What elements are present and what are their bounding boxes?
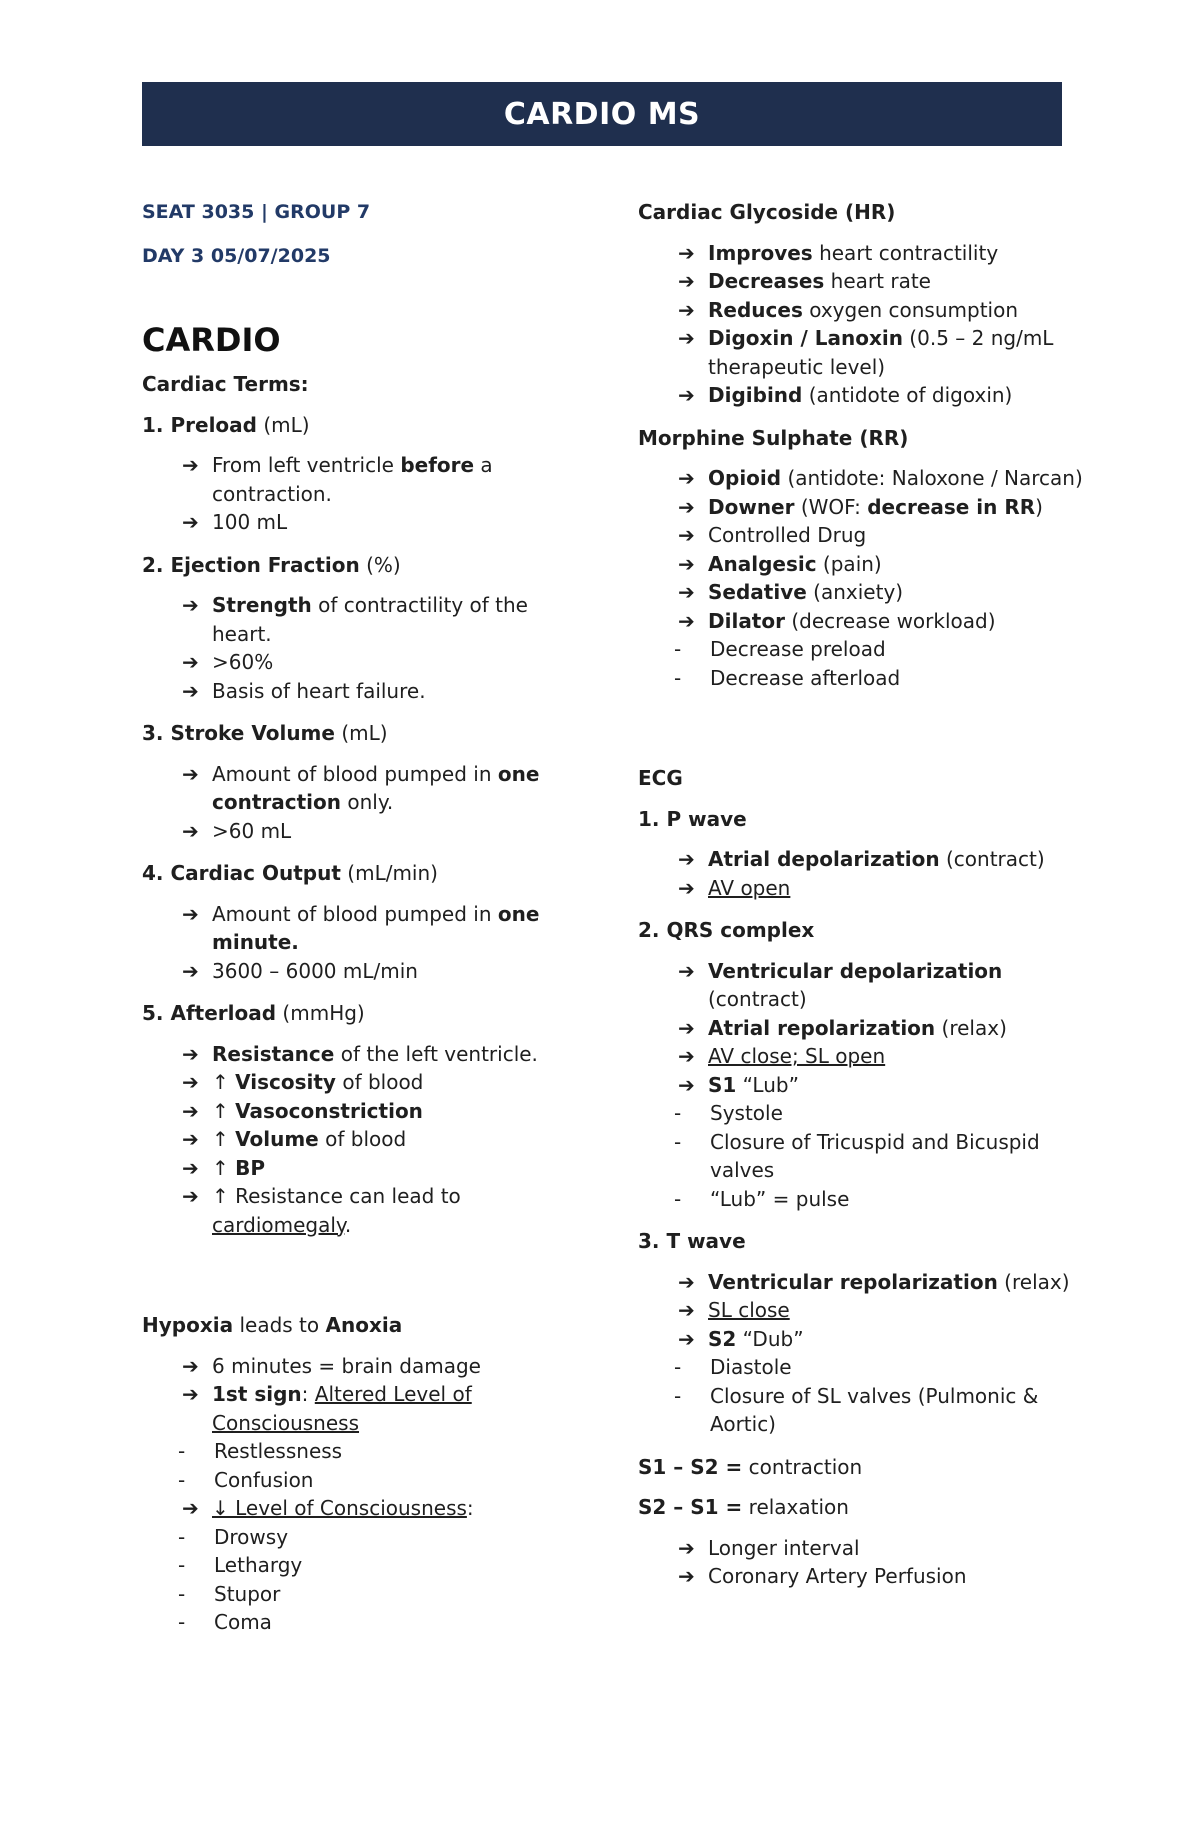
ecg-heading: ECG (638, 766, 683, 790)
list-item: ➔ Atrial repolarization (relax) (638, 1014, 1088, 1043)
afterload-heading: 5. Afterload (mmHg) (142, 1001, 365, 1025)
dash-icon: - (674, 665, 682, 690)
sub-item: - Decrease afterload (674, 664, 1088, 693)
sub-item: - Coma (178, 1608, 562, 1637)
arrow-icon: ➔ (678, 875, 695, 900)
morphine-list (638, 464, 1088, 692)
dash-icon: - (178, 1467, 186, 1492)
arrow-icon: ➔ (678, 608, 695, 633)
arrow-icon: ➔ (678, 494, 695, 519)
list-item: ➔ From left ventricle before a contraction. (182, 453, 493, 506)
list-item: ➔ ↑ Resistance can lead to cardiomegaly. (182, 1184, 461, 1237)
up-arrow-icon: ↑ (212, 1127, 236, 1151)
list-item: ➔ Decreases heart rate (638, 267, 1088, 296)
dash-icon: - (178, 1439, 186, 1463)
list-item: ➔ Dilator (decrease workload) - Decrease preload - Decrease afterload (638, 607, 1088, 693)
arrow-icon: ➔ (182, 678, 199, 703)
dash-icon: - (674, 1129, 682, 1154)
sub-item: - Diastole (674, 1353, 1088, 1382)
arrow-icon: ➔ (678, 523, 695, 547)
arrow-icon: ➔ (678, 1072, 695, 1097)
sub-item: - Closure of SL valves (Pulmonic & Aortic) (674, 1383, 1039, 1436)
list-item: ➔ SL close (638, 1296, 1088, 1325)
sub-item: - Decrease preload (674, 635, 1088, 664)
list-item: ➔ Ventricular depolarization (contract) (678, 958, 1003, 1011)
arrow-icon: ➔ (182, 1070, 199, 1094)
arrow-icon: ➔ (678, 1298, 695, 1322)
qrs-heading: 2. QRS complex (638, 918, 815, 942)
sub-item: - Confusion (178, 1466, 562, 1495)
t-wave-heading: 3. T wave (638, 1229, 746, 1253)
list-item: ➔ AV open (638, 874, 1088, 903)
list-item: ➔ Reduces oxygen consumption (638, 296, 1088, 325)
list-item: ➔ Analgesic (pain) (638, 550, 1088, 579)
up-arrow-icon: ↑ (212, 1098, 236, 1123)
sub-item: - “Lub” = pulse (674, 1185, 1088, 1214)
arrow-icon: ➔ (678, 1535, 695, 1560)
sub-item: - Restlessness (178, 1437, 562, 1466)
arrow-icon: ➔ (182, 1155, 199, 1180)
right-column (638, 198, 1088, 1605)
list-item: ➔ 100 mL (142, 508, 562, 537)
banner-title: CARDIO MS (503, 96, 701, 132)
terms-heading: Cardiac Terms: (142, 372, 309, 396)
arrow-icon: ➔ (678, 1015, 695, 1040)
arrow-icon: ➔ (182, 1382, 199, 1406)
seat-group: SEAT 3035 | GROUP 7 (142, 201, 371, 223)
arrow-icon: ➔ (182, 510, 199, 534)
dash-icon: - (674, 1383, 682, 1408)
dash-icon: - (674, 1101, 682, 1125)
title-banner (142, 82, 1062, 146)
list-item: ➔ Strength of contractility of the heart. (182, 593, 528, 646)
arrow-icon: ➔ (678, 383, 695, 407)
p-wave-list (638, 845, 1088, 902)
preload-heading: 1. Preload (mL) (142, 412, 310, 437)
list-item: ➔ Amount of blood pumped in one contraction only. (182, 761, 540, 814)
afterload-list (142, 1040, 562, 1240)
arrow-icon: ➔ (678, 580, 695, 604)
sub-item: - Systole (674, 1099, 1088, 1128)
list-item: ➔ ↓ Level of Consciousness: - Drowsy - Lethargy - Stupor - Coma (142, 1494, 562, 1637)
arrow-icon: ➔ (182, 761, 199, 786)
arrow-icon: ➔ (182, 818, 199, 843)
arrow-icon: ➔ (678, 240, 695, 265)
stroke-volume-list (142, 760, 562, 846)
list-item: ➔ Resistance of the left ventricle. (142, 1040, 562, 1069)
arrow-icon: ➔ (678, 466, 695, 490)
dash-icon: - (674, 1186, 682, 1211)
list-item: ➔ ↑ Viscosity of blood (142, 1068, 562, 1097)
t-wave-list (638, 1268, 1088, 1439)
list-item: ➔ Coronary Artery Perfusion (638, 1562, 1088, 1591)
sub-item: - Drowsy (178, 1523, 562, 1552)
list-item: ➔ ↑ BP (142, 1154, 562, 1183)
list-item: ➔ Basis of heart failure. (142, 677, 562, 706)
list-item: ➔ Ventricular repolarization (relax) (638, 1268, 1088, 1297)
list-item: ➔ 3600 – 6000 mL/min (142, 957, 562, 986)
list-item: ➔ ↑ Vasoconstriction (142, 1097, 562, 1126)
arrow-icon: ➔ (678, 551, 695, 576)
list-item: ➔ Digoxin / Lanoxin (0.5 – 2 ng/mL therapeutic level) (678, 326, 1054, 379)
list-item: ➔ Atrial depolarization (contract) (638, 845, 1088, 874)
dash-icon: - (674, 1355, 682, 1379)
dash-icon: - (178, 1553, 186, 1577)
ejection-fraction-list (142, 591, 562, 705)
arrow-icon: ➔ (182, 453, 199, 477)
s2-s1-line: S2 – S1 = relaxation (638, 1495, 849, 1519)
arrow-icon: ➔ (182, 1353, 199, 1378)
arrow-icon: ➔ (182, 650, 199, 674)
dash-icon: - (178, 1581, 186, 1606)
cardiac-glycoside-list (638, 239, 1088, 410)
list-item: ➔ Opioid (antidote: Naloxone / Narcan) (638, 464, 1088, 493)
up-arrow-icon: ↑ (212, 1070, 236, 1094)
up-arrow-icon: ↑ (212, 1184, 236, 1208)
list-item: ➔ >60 mL (142, 817, 562, 846)
arrow-icon: ➔ (678, 1564, 695, 1588)
arrow-icon: ➔ (678, 847, 695, 871)
list-item: ➔ 6 minutes = brain damage (142, 1352, 562, 1381)
main-title: CARDIO (142, 321, 281, 359)
relaxation-list (638, 1534, 1088, 1591)
hypoxia-heading: Hypoxia leads to Anoxia (142, 1313, 403, 1337)
list-item: ➔ S2 “Dub” - Diastole - Closure of SL valves (Pulmonic & Aortic) (638, 1325, 1088, 1439)
cardiac-output-list (142, 900, 562, 986)
dash-icon: - (674, 637, 682, 661)
stroke-volume-heading: 3. Stroke Volume (mL) (142, 721, 388, 745)
list-item: ➔ Sedative (anxiety) (638, 578, 1088, 607)
arrow-icon: ➔ (182, 1496, 199, 1520)
arrow-icon: ➔ (678, 326, 695, 350)
list-item: ➔ ↑ Volume of blood (142, 1125, 562, 1154)
dash-icon: - (178, 1524, 186, 1549)
day-date: DAY 3 05/07/2025 (142, 244, 331, 267)
arrow-icon: ➔ (678, 297, 695, 322)
up-arrow-icon: ↑ (212, 1155, 236, 1180)
arrow-icon: ➔ (678, 958, 695, 983)
p-wave-heading: 1. P wave (638, 806, 747, 831)
preload-list (142, 451, 562, 537)
sub-item: - Closure of Tricuspid and Bicuspid valves (674, 1129, 1040, 1182)
list-item: ➔ Longer interval (638, 1534, 1088, 1563)
arrow-icon: ➔ (678, 1326, 695, 1351)
list-item: ➔ AV close; SL open (638, 1042, 1088, 1071)
left-column (142, 198, 562, 1651)
arrow-icon: ➔ (182, 1127, 199, 1151)
list-item: ➔ Controlled Drug (638, 521, 1088, 550)
arrow-icon: ➔ (182, 1098, 199, 1123)
arrow-icon: ➔ (678, 1044, 695, 1068)
cardiac-glycoside-heading: Cardiac Glycoside (HR) (638, 200, 896, 224)
arrow-icon: ➔ (678, 1269, 695, 1294)
qrs-list (638, 957, 1088, 1214)
morphine-heading: Morphine Sulphate (RR) (638, 425, 909, 450)
list-item: ➔ S1 “Lub” - Systole - Closure of Tricuspid and Bicuspid valves - “Lub” = pulse (638, 1071, 1088, 1214)
arrow-icon: ➔ (182, 901, 199, 926)
arrow-icon: ➔ (182, 1041, 199, 1066)
arrow-icon: ➔ (182, 1184, 199, 1208)
dash-icon: - (178, 1610, 186, 1634)
ejection-fraction-heading: 2. Ejection Fraction (%) (142, 552, 401, 577)
arrow-icon: ➔ (182, 958, 199, 983)
sub-item: - Stupor (178, 1580, 562, 1609)
hypoxia-list (142, 1352, 562, 1637)
list-item: ➔ Downer (WOF: decrease in RR) (638, 493, 1088, 522)
sub-item: - Lethargy (178, 1551, 562, 1580)
list-item: ➔ 1st sign: Altered Level of Consciousness - Restlessness - Confusion (142, 1380, 562, 1494)
s1-s2-line: S1 – S2 = contraction (638, 1454, 863, 1479)
cardiac-output-heading: 4. Cardiac Output (mL/min) (142, 861, 438, 885)
list-item: ➔ Amount of blood pumped in one minute. (182, 901, 540, 954)
list-item: ➔ Improves heart contractility (638, 239, 1088, 268)
arrow-icon: ➔ (678, 269, 695, 293)
arrow-icon: ➔ (182, 593, 199, 617)
list-item: ➔ Digibind (antidote of digoxin) (638, 381, 1088, 410)
list-item: ➔ >60% (142, 648, 562, 677)
